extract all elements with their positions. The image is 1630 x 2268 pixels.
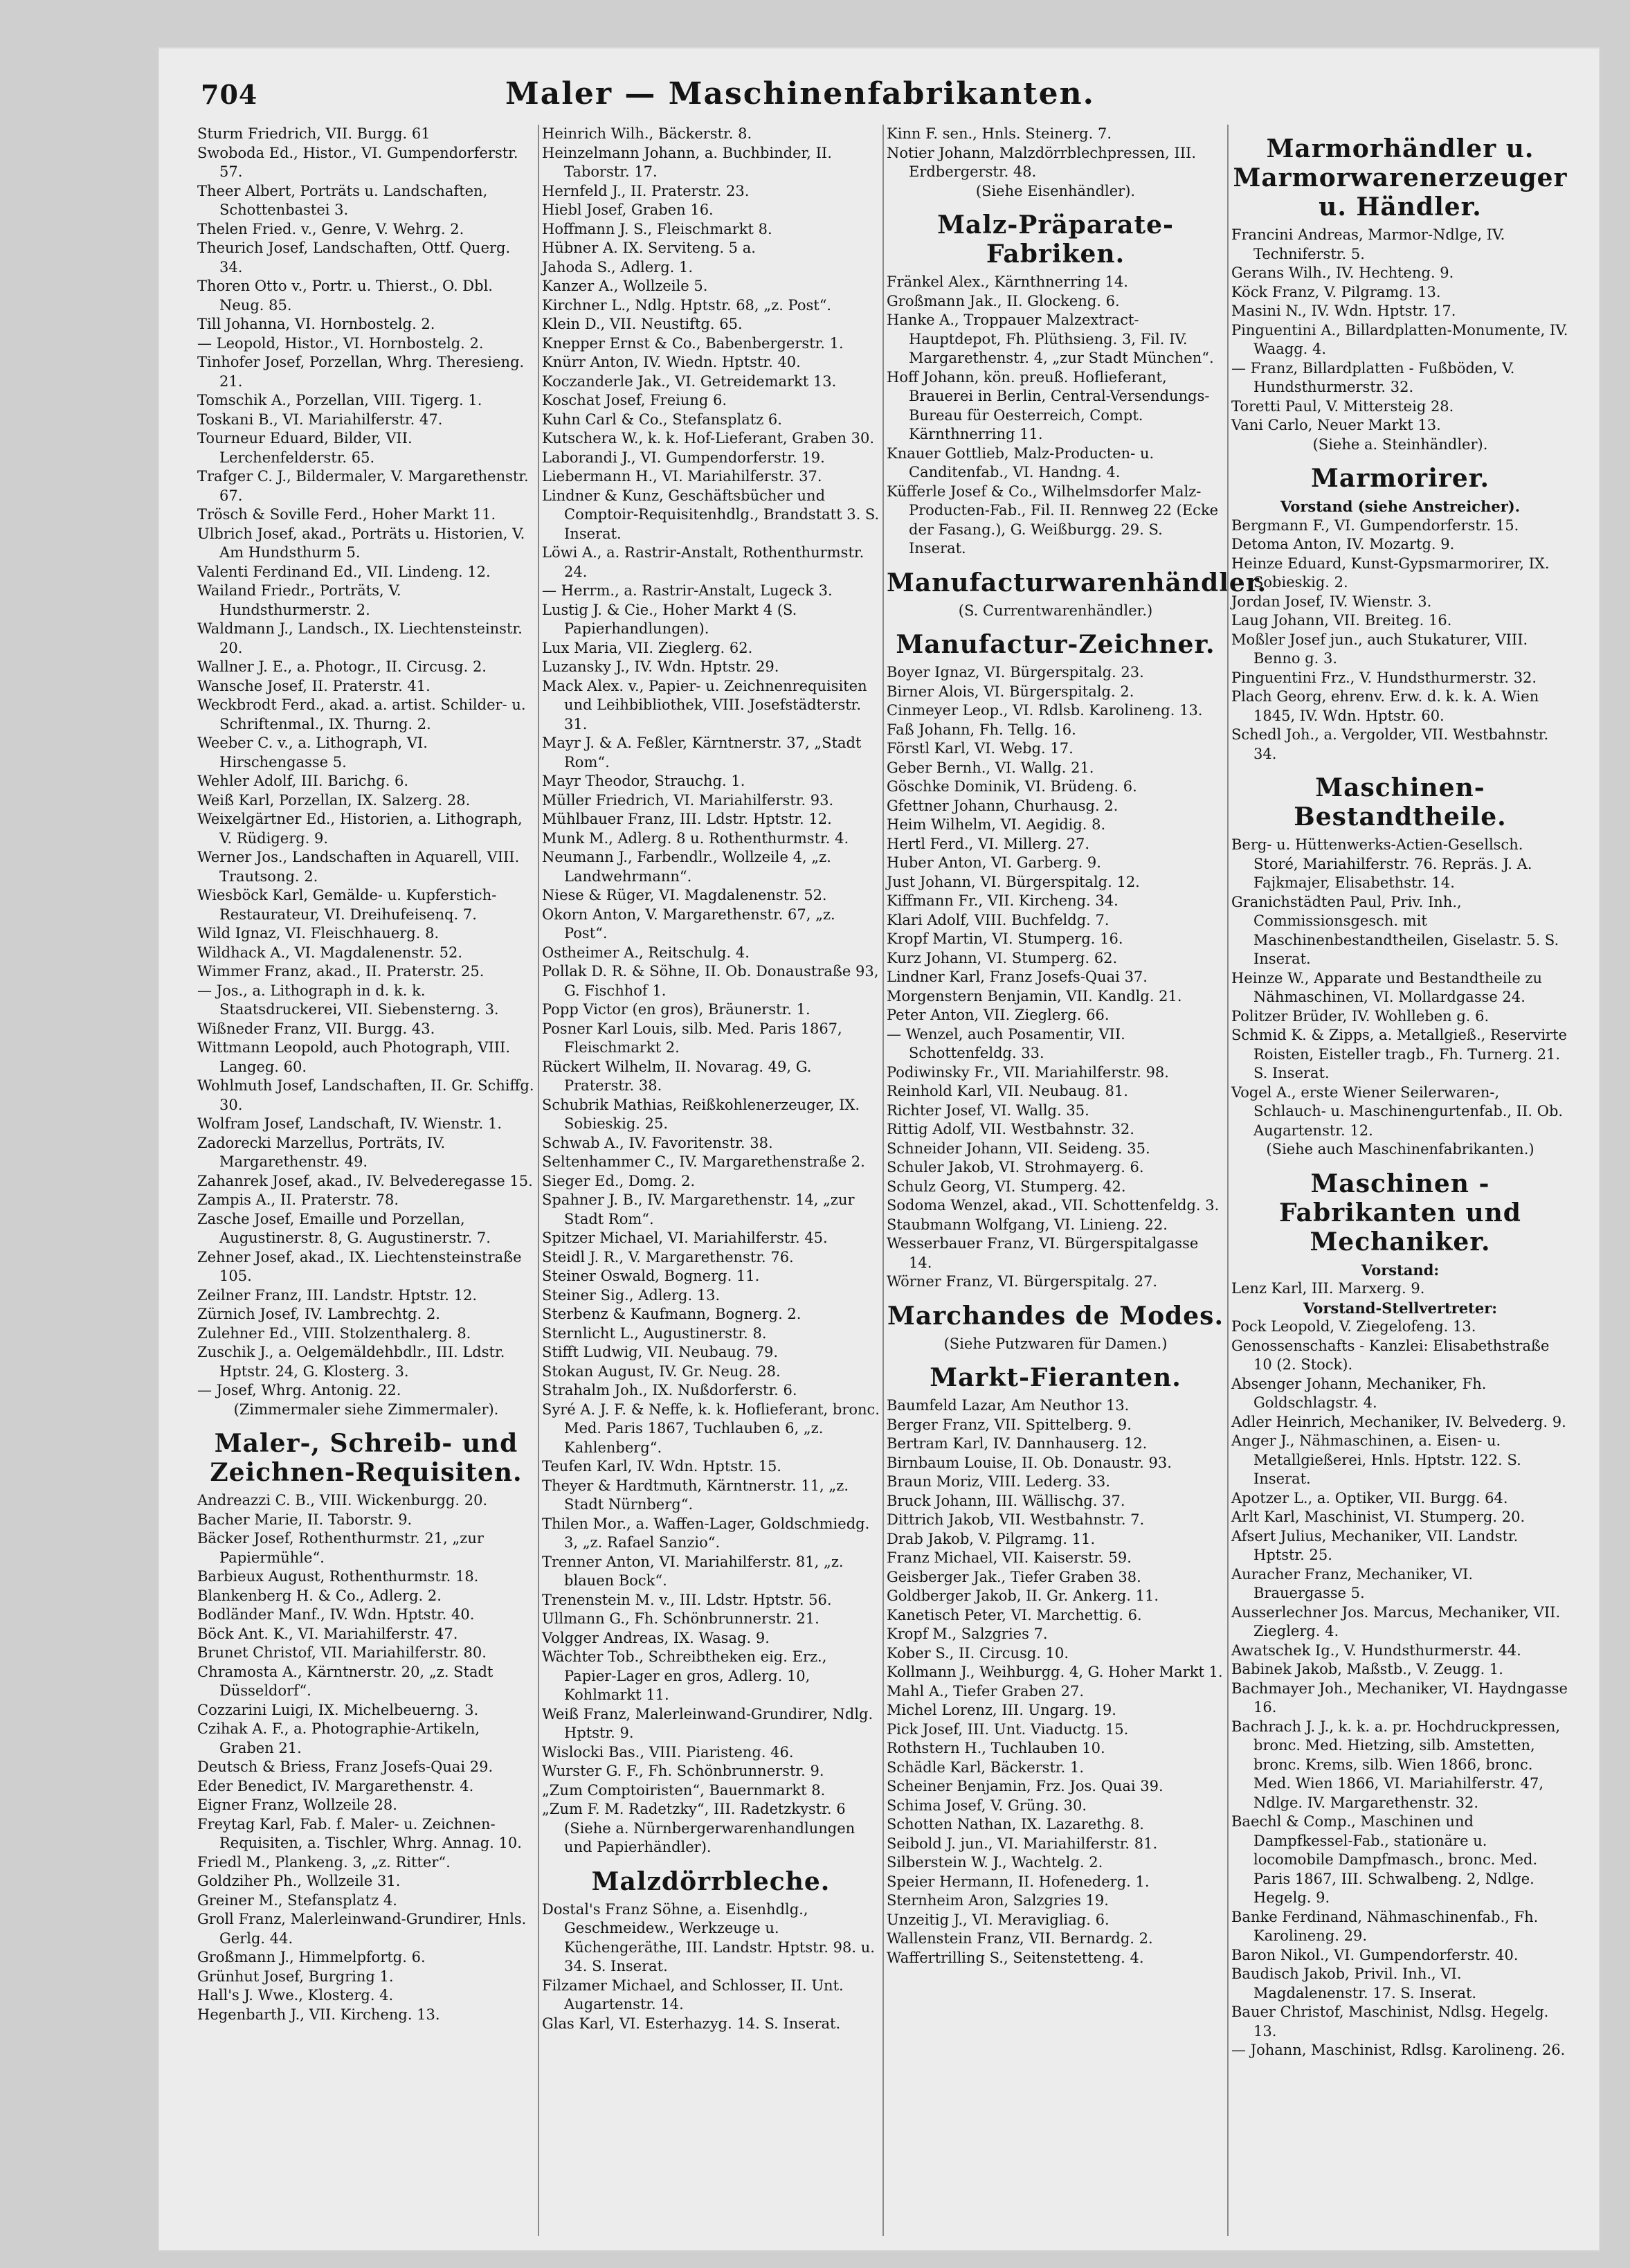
section-heading: Markt-Fieranten. — [930, 1363, 1181, 1392]
directory-entry: Staubmann Wolfgang, VI. Linieng. 22. — [887, 1216, 1168, 1233]
directory-entry: Wiesböck Karl, Gemälde- u. Kupferstich-Restaurateur, VI. Dreihufeisenq. 7. — [197, 887, 497, 923]
directory-entry: Rückert Wilhelm, II. Novarag. 49, G. Praterstr. 38. — [542, 1058, 812, 1094]
directory-entry: Peter Anton, VII. Zieglerg. 66. — [887, 1007, 1110, 1023]
directory-entry: Bacher Marie, II. Taborstr. 9. — [197, 1511, 413, 1528]
directory-entry: Sodoma Wenzel, akad., VII. Schottenfeldg. 3. — [887, 1197, 1220, 1214]
directory-entry: Granichstädten Paul, Priv. Inh., Commissionsgesch. mit Maschinenbestandtheilen, Giselastr. 5. S. Inserat. — [1231, 893, 1559, 967]
directory-entry: Silberstein W. J., Wachtelg. 2. — [887, 1854, 1103, 1871]
directory-entry: Baechl & Comp., Maschinen und Dampfkessel-Fab., stationäre u. locomobile Dampfmasch., bronc. Med. Paris 1867, III. Schwalbeng. 2, Ndlge. Hegelg. 9. — [1231, 1813, 1538, 1906]
directory-entry: Zulehner Ed., VIII. Stolzenthalerg. 8. — [197, 1324, 471, 1342]
directory-entry: Thilen Mor., a. Waffen-Lager, Goldschmiedg. 3, „z. Rafael Sanzio“. — [542, 1515, 870, 1551]
directory-entry: Plach Georg, ehrenv. Erw. d. k. k. A. Wien 1845, IV. Wdn. Hptstr. 60. — [1231, 688, 1539, 724]
directory-entry: Waldmann J., Landsch., IX. Liechtensteinstr. 20. — [197, 620, 523, 656]
section-heading: Malzdörrbleche. — [591, 1866, 831, 1896]
directory-entry: — Johann, Maschinist, Rdlsg. Karolineng. 26. — [1231, 2042, 1566, 2058]
directory-entry: Werner Jos., Landschaften in Aquarell, VIII. Trautsong. 2. — [197, 849, 520, 885]
directory-entry: Bodländer Manf., IV. Wdn. Hptstr. 40. — [197, 1606, 475, 1623]
directory-entry: Glas Karl, VI. Esterhazyg. 14. S. Inserat. — [542, 2015, 841, 2032]
directory-entry: Awatschek Ig., V. Hundsthurmerstr. 44. — [1231, 1641, 1521, 1659]
directory-entry: Waffertrilling S., Seitenstetteng. 4. — [887, 1949, 1144, 1966]
directory-entry: Laborandi J., VI. Gumpendorferstr. 19. — [542, 449, 825, 466]
directory-entry: Großmann J., Himmelpfortg. 6. — [197, 1949, 426, 1965]
directory-entry: Kutschera W., k. k. Hof-Lieferant, Graben 30. — [542, 430, 875, 447]
directory-entry: Zeilner Franz, III. Landstr. Hptstr. 12. — [197, 1286, 478, 1304]
directory-entry: Detoma Anton, IV. Mozartg. 9. — [1231, 536, 1455, 552]
directory-entry: „Zum F. M. Radetzky“, III. Radetzkystr. 6 (Siehe a. Nürnbergerwarenhandlungen und Papierhändler). — [542, 1801, 855, 1855]
directory-entry: — Franz, Billardplatten - Fußböden, V. Hundsthurmerstr. 32. — [1231, 359, 1515, 395]
directory-entry: Hegenbarth J., VII. Kircheng. 13. — [197, 2006, 440, 2023]
directory-entry: Bauer Christof, Maschinist, Ndlsg. Hegelg. 13. — [1231, 2004, 1549, 2040]
directory-entry: Baumfeld Lazar, Am Neuthor 13. — [887, 1397, 1130, 1414]
directory-entry: Köck Franz, V. Pilgramg. 13. — [1231, 283, 1441, 300]
directory-entry: Mayr J. & A. Feßler, Kärntnerstr. 37, „Stadt Rom“. — [542, 735, 862, 771]
directory-entry: Grünhut Josef, Burgring 1. — [197, 1968, 394, 1985]
directory-entry: Bachmayer Joh., Mechaniker, VI. Haydngasse 16. — [1231, 1680, 1568, 1716]
directory-entry: Hertl Ferd., VI. Millerg. 27. — [887, 835, 1090, 852]
directory-entry: Wansche Josef, II. Praterstr. 41. — [197, 677, 431, 694]
directory-entry: Birnbaum Louise, II. Ob. Donaustr. 93. — [887, 1454, 1172, 1471]
cross-reference-note: (S. Currentwarenhändler.) — [958, 602, 1153, 619]
directory-entry: Mahl A., Tiefer Graben 27. — [887, 1682, 1084, 1700]
directory-entry: Greiner M., Stefansplatz 4. — [197, 1891, 397, 1909]
directory-entry: Okorn Anton, V. Margarethenstr. 67, „z. Post“. — [542, 906, 835, 942]
directory-entry: Scheiner Benjamin, Frz. Jos. Quai 39. — [887, 1778, 1163, 1794]
directory-entry: Koschat Josef, Freiung 6. — [542, 392, 727, 408]
directory-entry: Anger J., Nähmaschinen, a. Eisen- u. Metallgießerei, Hnls. Hptstr. 122. S. Inserat. — [1231, 1432, 1521, 1487]
directory-entry: „Zum Comptoiristen“, Bauernmarkt 8. — [542, 1781, 826, 1799]
directory-entry: Toretti Paul, V. Mittersteig 28. — [1231, 397, 1454, 415]
directory-entry: Banke Ferdinand, Nähmaschinenfab., Fh. Karolineng. 29. — [1231, 1908, 1539, 1944]
directory-entry: Wißneder Franz, VII. Burgg. 43. — [197, 1020, 435, 1037]
directory-entry: Wildhack A., VI. Magdalenenstr. 52. — [197, 944, 463, 961]
directory-entry: Mack Alex. v., Papier- u. Zeichnenrequisiten und Leihbibliothek, VIII. Josefstädterstr. 31. — [542, 677, 867, 732]
directory-entry: Kanetisch Peter, VI. Marchettig. 6. — [887, 1606, 1142, 1623]
directory-entry: Bergmann F., VI. Gumpendorferstr. 15. — [1231, 516, 1519, 534]
directory-entry: Francini Andreas, Marmor-Ndlge, IV. Techniferstr. 5. — [1231, 226, 1505, 262]
directory-entry: Sieger Ed., Domg. 2. — [542, 1172, 696, 1189]
directory-entry: Weixelgärtner Ed., Historien, a. Lithograph, V. Rüdigerg. 9. — [197, 811, 523, 847]
directory-entry: — Herrm., a. Rastrir-Anstalt, Lugeck 3. — [542, 582, 833, 599]
directory-entry: Freytag Karl, Fab. f. Maler- u. Zeichnen-Requisiten, a. Tischler, Whrg. Annag. 10. — [197, 1815, 522, 1851]
directory-entry: Brunet Christof, VII. Mariahilferstr. 80. — [197, 1644, 487, 1661]
cross-reference-note: (Siehe a. Steinhändler). — [1312, 435, 1488, 453]
directory-entry: Toskani B., VI. Mariahilferstr. 47. — [197, 411, 443, 428]
directory-entry: Arlt Karl, Maschinist, VI. Stumperg. 20. — [1231, 1509, 1525, 1525]
directory-entry: Dittrich Jakob, VII. Westbahnstr. 7. — [887, 1511, 1145, 1528]
directory-entry: Drab Jakob, V. Pilgramg. 11. — [887, 1530, 1096, 1547]
directory-entry: Wörner Franz, VI. Bürgerspitalg. 27. — [887, 1273, 1158, 1290]
directory-entry: Sternheim Aron, Salzgries 19. — [887, 1892, 1109, 1909]
directory-entry: Babinek Jakob, Maßstb., V. Zeugg. 1. — [1231, 1661, 1503, 1677]
directory-entry: Hübner A. IX. Serviteng. 5 a. — [542, 240, 756, 256]
page-number: 704 — [201, 79, 258, 110]
section-heading: Manufactur-Zeichner. — [896, 630, 1215, 659]
directory-entry: Morgenstern Benjamin, VII. Kandlg. 21. — [887, 987, 1182, 1005]
directory-entry: Luzansky J., IV. Wdn. Hptstr. 29. — [542, 658, 779, 675]
directory-entry: Schneider Johann, VII. Seideng. 35. — [887, 1140, 1150, 1157]
directory-entry: Eder Benedict, IV. Margarethenstr. 4. — [197, 1777, 474, 1794]
directory-entry: Schuler Jakob, VI. Strohmayerg. 6. — [887, 1159, 1144, 1176]
directory-entry: Masini N., IV. Wdn. Hptstr. 17. — [1231, 303, 1456, 319]
directory-entry: — Jos., a. Lithograph in d. k. k. Staatsdruckerei, VII. Siebensterng. 3. — [197, 982, 499, 1018]
directory-entry: Baron Nikol., VI. Gumpendorferstr. 40. — [1231, 1946, 1519, 1963]
directory-entry: Posner Karl Louis, silb. Med. Paris 1867, Fleischmarkt 2. — [542, 1020, 842, 1056]
directory-entry: Seibold J. jun., VI. Mariahilferstr. 81. — [887, 1835, 1158, 1852]
directory-entry: Swoboda Ed., Histor., VI. Gumpendorferstr. 57. — [197, 144, 518, 180]
directory-entry: Müller Friedrich, VI. Mariahilferstr. 93. — [542, 791, 834, 809]
directory-entry: Zahanrek Josef, akad., IV. Belvederegasse 15. — [197, 1172, 533, 1189]
directory-entry: Apotzer L., a. Optiker, VII. Burgg. 64. — [1231, 1489, 1508, 1506]
directory-entry: Trenenstein M. v., III. Ldstr. Hptstr. 56. — [542, 1591, 832, 1608]
directory-entry: Hall's J. Wwe., Klosterg. 4. — [197, 1987, 394, 2004]
directory-entry: Schotten Nathan, IX. Lazarethg. 8. — [887, 1816, 1144, 1833]
directory-entry: Wohlmuth Josef, Landschaften, II. Gr. Schiffg. 30. — [197, 1077, 534, 1113]
directory-entry: Czihak A. F., a. Photographie-Artikeln, Graben 21. — [197, 1720, 480, 1756]
directory-entry: Andreazzi C. B., VIII. Wickenburgg. 20. — [197, 1492, 488, 1509]
directory-entry: Boyer Ignaz, VI. Bürgerspitalg. 23. — [887, 664, 1144, 681]
directory-entry: Vogel A., erste Wiener Seilerwaren-, Schlauch- u. Maschinengurtenfab., II. Ob. Augartenstr. 12. — [1231, 1083, 1564, 1139]
directory-entry: Geber Bernh., VI. Wallg. 21. — [887, 759, 1094, 776]
directory-entry: Spahner J. B., IV. Margarethenstr. 14, „zur Stadt Rom“. — [542, 1191, 855, 1227]
directory-entry: Kober S., II. Circusg. 10. — [887, 1644, 1069, 1662]
directory-entry: Franz Michael, VII. Kaiserstr. 59. — [887, 1549, 1132, 1566]
directory-entry: Volgger Andreas, IX. Wasag. 9. — [542, 1629, 770, 1646]
directory-entry: Geisberger Jak., Tiefer Graben 38. — [887, 1568, 1141, 1585]
directory-entry: Michel Lorenz, III. Ungarg. 19. — [887, 1702, 1116, 1718]
directory-entry: Tourneur Eduard, Bilder, VII. Lerchenfelderstr. 65. — [197, 430, 413, 466]
directory-entry: Afsert Julius, Mechaniker, VII. Landstr. Hptstr. 25. — [1231, 1527, 1519, 1563]
directory-entry: Till Johanna, VI. Hornbostelg. 2. — [197, 316, 435, 332]
directory-entry: Wolfram Josef, Landschaft, IV. Wienstr. 1. — [197, 1115, 502, 1132]
directory-entry: Wild Ignaz, VI. Fleischhauerg. 8. — [197, 925, 440, 942]
directory-entry: Trenner Anton, VI. Mariahilferstr. 81, „z. blauen Bock“. — [542, 1553, 844, 1589]
directory-entry: Großmann Jak., II. Glockeng. 6. — [887, 292, 1120, 309]
directory-entry: Teufen Karl, IV. Wdn. Hptstr. 15. — [542, 1458, 781, 1475]
directory-entry: Wimmer Franz, akad., II. Praterstr. 25. — [197, 963, 485, 980]
directory-entry: Stokan August, IV. Gr. Neug. 28. — [542, 1362, 781, 1380]
directory-entry: Goldberger Jakob, II. Gr. Ankerg. 11. — [887, 1587, 1159, 1604]
directory-entry: Neumann J., Farbendlr., Wollzeile 4, „z. Landwehrmann“. — [542, 849, 831, 885]
section-subheading: Vorstand: — [1361, 1261, 1440, 1279]
directory-entry: Zadorecki Marzellus, Porträts, IV. Margarethenstr. 49. — [197, 1134, 446, 1170]
directory-entry: Wislocki Bas., VIII. Piaristeng. 46. — [542, 1743, 794, 1761]
directory-entry: Braun Moriz, VIII. Lederg. 33. — [887, 1473, 1110, 1490]
directory-entry: Laug Johann, VII. Breiteg. 16. — [1231, 612, 1452, 629]
directory-entry: Richter Josef, VI. Wallg. 35. — [887, 1101, 1089, 1119]
directory-entry: Kurz Johann, VI. Stumperg. 62. — [887, 949, 1118, 966]
directory-entry: Genossenschafts - Kanzlei: Elisabethstraße 10 (2. Stock). — [1231, 1337, 1550, 1373]
directory-entry: Bäcker Josef, Rothenthurmstr. 21, „zur Papiermühle“. — [197, 1530, 484, 1566]
directory-entry: Absenger Johann, Mechaniker, Fh. Goldschlagstr. 4. — [1231, 1375, 1487, 1411]
directory-entry: Koczanderle Jak., VI. Getreidemarkt 13. — [542, 372, 837, 390]
directory-entry: Kuhn Carl & Co., Stefansplatz 6. — [542, 411, 782, 428]
directory-entry: Lindner & Kunz, Geschäftsbücher und Comptoir-Requisitenhdlg., Brandstatt 3. S. Inserat. — [542, 487, 880, 542]
directory-entry: — Josef, Whrg. Antonig. 22. — [197, 1382, 401, 1398]
directory-entry: Küfferle Josef & Co., Wilhelmsdorfer Malz-Producten-Fab., Fil. II. Rennweg 22 (Ecke der Fasang.), G. Weißburgg. 29. S. Inserat. — [887, 483, 1219, 557]
directory-entry: Heim Wilhelm, VI. Aegidig. 8. — [887, 816, 1106, 833]
directory-entry: Hernfeld J., II. Praterstr. 23. — [542, 182, 750, 199]
directory-entry: Kirchner L., Ndlg. Hptstr. 68, „z. Post“. — [542, 296, 832, 314]
directory-entry: Hiebl Josef, Graben 16. — [542, 201, 714, 218]
section-heading: Maschinen - Fabrikanten und Mechaniker. — [1279, 1169, 1521, 1257]
directory-entry: Huber Anton, VI. Garberg. 9. — [887, 854, 1101, 871]
directory-entry: Jordan Josef, IV. Wienstr. 3. — [1231, 593, 1432, 610]
directory-entry: Klari Adolf, VIII. Buchfeldg. 7. — [887, 911, 1110, 928]
directory-entry: Ausserlechner Jos. Marcus, Mechaniker, VII. Zieglerg. 4. — [1231, 1603, 1561, 1639]
directory-entry: Zasche Josef, Emaille und Porzellan, Augustinerstr. 8, G. Augustinerstr. 7. — [197, 1210, 491, 1246]
directory-entry: Wächter Tob., Schreibtheken eig. Erz., Papier-Lager en gros, Adlerg. 10, Kohlmarkt 11. — [542, 1648, 827, 1703]
directory-entry: Syré A. J. F. & Neffe, k. k. Hoflieferant, bronc. Med. Paris 1867, Tuchlauben 6, „z. Kahlenberg“. — [542, 1401, 880, 1456]
directory-entry: Schima Josef, V. Grüng. 30. — [887, 1797, 1087, 1814]
section-subheading: Vorstand (siehe Anstreicher). — [1280, 498, 1521, 515]
directory-entry: Stifft Ludwig, VII. Neubaug. 79. — [542, 1344, 779, 1360]
directory-entry: Trafger C. J., Bildermaler, V. Margarethenstr. 67. — [197, 468, 529, 504]
directory-entry: Zampis A., II. Praterstr. 78. — [197, 1191, 399, 1208]
directory-entry: Sterbenz & Kaufmann, Bognerg. 2. — [542, 1306, 802, 1322]
directory-entry: Gerans Wilh., IV. Hechteng. 9. — [1231, 264, 1454, 281]
column-1 — [197, 125, 535, 2236]
directory-entry: Theer Albert, Porträts u. Landschaften, Schottenbastei 3. — [197, 182, 488, 218]
directory-entry: Munk M., Adlerg. 8 u. Rothenthurmstr. 4. — [542, 829, 849, 847]
directory-entry: Lindner Karl, Franz Josefs-Quai 37. — [887, 969, 1148, 985]
directory-entry: Goldziher Ph., Wollzeile 31. — [197, 1873, 401, 1889]
directory-entry: Moßler Josef jun., auch Stukaturer, VIII. Benno g. 3. — [1231, 631, 1528, 667]
directory-entry: Kropf Martin, VI. Stumperg. 16. — [887, 930, 1123, 947]
directory-entry: Löwi A., a. Rastrir-Anstalt, Rothenthurmstr. 24. — [542, 544, 864, 580]
directory-entry: Notier Johann, Malzdörrblechpressen, III. Erdbergerstr. 48. — [887, 144, 1196, 180]
directory-entry: Kinn F. sen., Hnls. Steinerg. 7. — [887, 125, 1112, 142]
directory-entry: Ullmann G., Fh. Schönbrunnerstr. 21. — [542, 1610, 819, 1627]
directory-entry: Ostheimer A., Reitschulg. 4. — [542, 944, 750, 961]
directory-entry: Pick Josef, III. Unt. Viaductg. 15. — [887, 1720, 1129, 1738]
directory-entry: Popp Victor (en gros), Bräunerstr. 1. — [542, 1001, 811, 1018]
directory-entry: Faß Johann, Fh. Tellg. 16. — [887, 721, 1076, 738]
directory-entry: Schulz Georg, VI. Stumperg. 42. — [887, 1178, 1126, 1195]
running-header — [201, 76, 1585, 132]
column-3 — [887, 125, 1267, 2236]
directory-entry: Niese & Rüger, VI. Magdalenenstr. 52. — [542, 887, 827, 903]
cross-reference-note: (Zimmermaler siehe Zimmermaler). — [233, 1401, 499, 1418]
directory-entry: Schedl Joh., a. Vergolder, VII. Westbahnstr. 34. — [1231, 726, 1549, 762]
directory-entry: Kollmann J., Weihburgg. 4, G. Hoher Markt 1. — [887, 1664, 1223, 1680]
directory-entry: Cinmeyer Leop., VI. Rdlsb. Karolineng. 13. — [887, 702, 1203, 719]
section-heading: Marmorirer. — [1311, 464, 1489, 493]
directory-entry: Spitzer Michael, VI. Mariahilferstr. 45. — [542, 1230, 828, 1246]
directory-entry: Hoff Johann, kön. preuß. Hoflieferant, Brauerei in Berlin, Central-Versendungs-Bureau für Oesterreich, Compt. Kärnthnerring 11. — [887, 368, 1210, 442]
directory-entry: Lenz Karl, III. Marxerg. 9. — [1231, 1280, 1425, 1297]
directory-entry: Deutsch & Briess, Franz Josefs-Quai 29. — [197, 1758, 493, 1775]
directory-entry: Jahoda S., Adlerg. 1. — [542, 258, 694, 276]
directory-entry: Kropf M., Salzgries 7. — [887, 1626, 1048, 1642]
section-heading: Maschinen-Bestandtheile. — [1294, 773, 1507, 831]
directory-entry: Chramosta A., Kärntnerstr. 20, „z. Stadt Düsseldorf“. — [197, 1663, 493, 1699]
directory-entry: Seltenhammer C., IV. Margarethenstraße 2. — [542, 1153, 865, 1170]
directory-entry: Pollak D. R. & Söhne, II. Ob. Donaustraße 93, G. Fischhof 1. — [542, 963, 879, 999]
directory-page — [159, 48, 1599, 2250]
directory-entry: Mühlbauer Franz, III. Ldstr. Hptstr. 12. — [542, 811, 832, 827]
directory-entry: Politzer Brüder, IV. Wohlleben g. 6. — [1231, 1007, 1489, 1025]
directory-entry: Zuschik J., a. Oelgemäldehbdlr., III. Ldstr. Hptstr. 24, G. Klosterg. 3. — [197, 1344, 505, 1380]
directory-entry: Filzamer Michael, and Schlosser, II. Unt. Augartenstr. 14. — [542, 1977, 844, 2013]
directory-entry: Heinzelmann Johann, a. Buchbinder, II. Taborstr. 17. — [542, 144, 832, 180]
directory-entry: Dostal's Franz Söhne, a. Eisenhdlg., Geschmeidew., Werkzeuge u. Küchengeräthe, III. Landstr. Hptstr. 98. u. 34. S. Inserat. — [542, 1900, 875, 1974]
directory-entry: Tinhofer Josef, Porzellan, Whrg. Theresieng. 21. — [197, 354, 525, 390]
directory-entry: Schmid K. & Zipps, a. Metallgieß., Reservirte Roisten, Eisteller tragb., Fh. Turnerg. 21. S. Inserat. — [1231, 1027, 1567, 1081]
directory-entry: Klein D., VII. Neustiftg. 65. — [542, 316, 743, 332]
directory-entry: Liebermann H., VI. Mariahilferstr. 37. — [542, 468, 822, 485]
directory-entry: Wallner J. E., a. Photogr., II. Circusg. 2. — [197, 658, 487, 675]
directory-entry: Kiffmann Fr., VII. Kircheng. 34. — [887, 892, 1119, 909]
directory-entry: Theyer & Hardtmuth, Kärntnerstr. 11, „z. Stadt Nürnberg“. — [542, 1477, 849, 1513]
directory-entry: Wehler Adolf, III. Barichg. 6. — [197, 773, 409, 789]
directory-entry: Bertram Karl, IV. Dannhauserg. 12. — [887, 1435, 1148, 1452]
directory-entry: Friedl M., Plankeng. 3, „z. Ritter“. — [197, 1853, 451, 1871]
directory-entry: Wesserbauer Franz, VI. Bürgerspitalgasse 14. — [887, 1235, 1199, 1271]
directory-entry: Birner Alois, VI. Bürgerspitalg. 2. — [887, 683, 1134, 700]
directory-entry: Weiß Karl, Porzellan, IX. Salzerg. 28. — [197, 791, 471, 809]
directory-entry: Sternlicht L., Augustinerstr. 8. — [542, 1324, 767, 1342]
directory-entry: — Leopold, Histor., VI. Hornbostelg. 2. — [197, 334, 484, 352]
directory-entry: Thelen Fried. v., Genre, V. Wehrg. 2. — [197, 220, 464, 237]
directory-entry: Auracher Franz, Mechaniker, VI. Brauergasse 5. — [1231, 1565, 1474, 1601]
directory-entry: Schwab A., IV. Favoritenstr. 38. — [542, 1134, 773, 1151]
directory-entry: Zehner Josef, akad., IX. Liechtensteinstraße 105. — [197, 1248, 522, 1284]
column-4 — [1231, 125, 1569, 2236]
directory-entry: Gfettner Johann, Churhausg. 2. — [887, 797, 1119, 814]
directory-entry: Bruck Johann, III. Wällischg. 37. — [887, 1492, 1125, 1509]
directory-entry: Blankenberg H. & Co., Adlerg. 2. — [197, 1587, 442, 1604]
directory-entry: Trösch & Soville Ferd., Hoher Markt 11. — [197, 506, 496, 523]
directory-entry: Weckbrodt Ferd., akad. a. artist. Schilder- u. Schriftenmal., IX. Thurng. 2. — [197, 696, 526, 732]
directory-entry: Barbieux August, Rothenthurmstr. 18. — [197, 1568, 479, 1585]
directory-entry: Bachrach J. J., k. k. a. pr. Hochdruckpressen, bronc. Med. Hietzing, silb. Amstetten, bronc. Krems, silb. Wien 1866, bronc. Med. Wien 1866, VI. Mariahilferstr. 47, Ndlge. IV. Margarethenstr. 32. — [1231, 1718, 1561, 1811]
directory-entry: Groll Franz, Malerleinwand-Grundirer, Hnls. Gerlg. 44. — [197, 1911, 527, 1947]
directory-entry: Reinhold Karl, VII. Neubaug. 81. — [887, 1083, 1128, 1099]
directory-entry: Baudisch Jakob, Privil. Inh., VI. Magdalenenstr. 17. S. Inserat. — [1231, 1965, 1477, 2001]
directory-entry: Heinze Eduard, Kunst-Gypsmarmorirer, IX. Sobieskig. 2. — [1231, 555, 1550, 591]
directory-entry: Steiner Oswald, Bognerg. 11. — [542, 1268, 760, 1284]
directory-entry: Berger Franz, VII. Spittelberg. 9. — [887, 1416, 1132, 1433]
directory-entry: Unzeitig J., VI. Meravigliag. 6. — [887, 1911, 1110, 1928]
directory-entry: Theurich Josef, Landschaften, Ottf. Querg. 34. — [197, 240, 511, 276]
section-subheading: Vorstand-Stellvertreter: — [1303, 1299, 1498, 1317]
directory-entry: Just Johann, VI. Bürgerspitalg. 12. — [887, 873, 1140, 890]
directory-entry: Rittig Adolf, VII. Westbahnstr. 32. — [887, 1121, 1134, 1137]
section-heading: Malz-Präparate-Fabriken. — [937, 210, 1174, 269]
directory-entry: Schädle Karl, Bäckerstr. 1. — [887, 1758, 1085, 1776]
directory-entry: Steidl J. R., V. Margarethenstr. 76. — [542, 1248, 794, 1266]
directory-entry: Lux Maria, VII. Zieglerg. 62. — [542, 639, 753, 656]
directory-entry: Tomschik A., Porzellan, VIII. Tigerg. 1. — [197, 392, 482, 408]
directory-entry: Pinguentini A., Billardplatten-Monumente, IV. Waagg. 4. — [1231, 321, 1568, 357]
directory-entry: Wallenstein Franz, VII. Bernardg. 2. — [887, 1930, 1153, 1947]
directory-entry: Vani Carlo, Neuer Markt 13. — [1231, 417, 1441, 433]
directory-entry: Adler Heinrich, Mechaniker, IV. Belvederg. 9. — [1231, 1413, 1566, 1430]
directory-entry: Strahalm Joh., IX. Nußdorferstr. 6. — [542, 1382, 797, 1398]
directory-entry: Weiß Franz, Malerleinwand-Grundirer, Ndlg. Hptstr. 9. — [542, 1705, 873, 1741]
directory-entry: Heinze W., Apparate und Bestandtheile zu Nähmaschinen, VI. Mollardgasse 24. — [1231, 969, 1543, 1005]
directory-entry: Knauer Gottlieb, Malz-Producten- u. Canditenfab., VI. Handng. 4. — [887, 444, 1154, 480]
directory-entry: Wurster G. F., Fh. Schönbrunnerstr. 9. — [542, 1763, 824, 1779]
directory-entry: Weeber C. v., a. Lithograph, VI. Hirschengasse 5. — [197, 735, 428, 771]
directory-entry: Heinrich Wilh., Bäckerstr. 8. — [542, 125, 752, 142]
column-2 — [542, 125, 880, 2236]
cross-reference-note: (Siehe auch Maschinenfabrikanten.) — [1266, 1141, 1534, 1158]
section-heading: Maler-, Schreib- und Zeichnen-Requisiten. — [210, 1429, 523, 1487]
directory-entry: Cozzarini Luigi, IX. Michelbeuerng. 3. — [197, 1701, 479, 1718]
directory-entry: Wailand Friedr., Porträts, V. Hundsthurmerstr. 2. — [197, 582, 401, 618]
directory-entry: Knürr Anton, IV. Wiedn. Hptstr. 40. — [542, 354, 801, 370]
directory-entry: Podiwinsky Fr., VII. Mariahilferstr. 98. — [887, 1063, 1169, 1081]
cross-reference-note: (Siehe Eisenhändler). — [975, 182, 1136, 199]
directory-entry: Pock Leopold, V. Ziegelofeng. 13. — [1231, 1318, 1476, 1335]
directory-entry: Rothstern H., Tuchlauben 10. — [887, 1740, 1105, 1756]
directory-entry: Zürnich Josef, IV. Lambrechtg. 2. — [197, 1306, 440, 1322]
directory-entry: Böck Ant. K., VI. Mariahilferstr. 47. — [197, 1625, 458, 1642]
directory-entry: Knepper Ernst & Co., Babenbergerstr. 1. — [542, 334, 844, 352]
directory-entry: Ulbrich Josef, akad., Porträts u. Historien, V. Am Hundsthurm 5. — [197, 525, 525, 561]
section-heading: Marchandes de Modes. — [887, 1301, 1224, 1331]
directory-entry: Pinguentini Frz., V. Hundsthurmerstr. 32. — [1231, 669, 1537, 686]
section-heading: Marmorhändler u. Marmorwarenerzeuger u. Händler. — [1233, 134, 1568, 222]
directory-entry: Göschke Dominik, VI. Brüdeng. 6. — [887, 778, 1137, 795]
directory-entry: Hoffmann J. S., Fleischmarkt 8. — [542, 220, 772, 237]
directory-entry: Mayr Theodor, Strauchg. 1. — [542, 773, 745, 789]
directory-entry: Speier Hermann, II. Hofenederg. 1. — [887, 1873, 1150, 1890]
directory-entry: Berg- u. Hüttenwerks-Actien-Gesellsch. Storé, Mariahilferstr. 76. Repräs. J. A. Fajkmajer, Elisabethstr. 14. — [1231, 836, 1532, 891]
page-title: Maler — Maschinenfabrikanten. — [505, 76, 1095, 111]
directory-entry: — Wenzel, auch Posamentir, VII. Schottenfeldg. 33. — [887, 1025, 1125, 1061]
directory-entry: Thoren Otto v., Portr. u. Thierst., O. Dbl. Neug. 85. — [197, 278, 493, 314]
directory-entry: Sturm Friedrich, VII. Burgg. 61 — [197, 125, 431, 142]
directory-entry: Valenti Ferdinand Ed., VII. Lindeng. 12. — [197, 563, 491, 580]
directory-entry: Hanke A., Troppauer Malzextract-Hauptdepot, Fh. Plüthsieng. 3, Fil. IV. Margarethenstr. 4, „zur Stadt München“. — [887, 312, 1214, 366]
directory-entry: Fränkel Alex., Kärnthnerring 14. — [887, 273, 1128, 290]
section-heading: Manufacturwarenhändler. — [887, 568, 1267, 597]
directory-entry: Lustig J. & Cie., Hoher Markt 4 (S. Papierhandlungen). — [542, 601, 797, 637]
directory-entry: Förstl Karl, VI. Webg. 17. — [887, 740, 1074, 757]
text-columns — [197, 125, 1585, 2236]
directory-entry: Eigner Franz, Wollzeile 28. — [197, 1797, 397, 1813]
directory-entry: Wittmann Leopold, auch Photograph, VIII. Langeg. 60. — [197, 1039, 511, 1075]
directory-entry: Schubrik Mathias, Reißkohlenerzeuger, IX. Sobieskig. 25. — [542, 1096, 860, 1132]
directory-entry: Steiner Sig., Adlerg. 13. — [542, 1286, 721, 1304]
directory-entry: Kanzer A., Wollzeile 5. — [542, 278, 708, 294]
cross-reference-note: (Siehe Putzwaren für Damen.) — [943, 1335, 1168, 1352]
